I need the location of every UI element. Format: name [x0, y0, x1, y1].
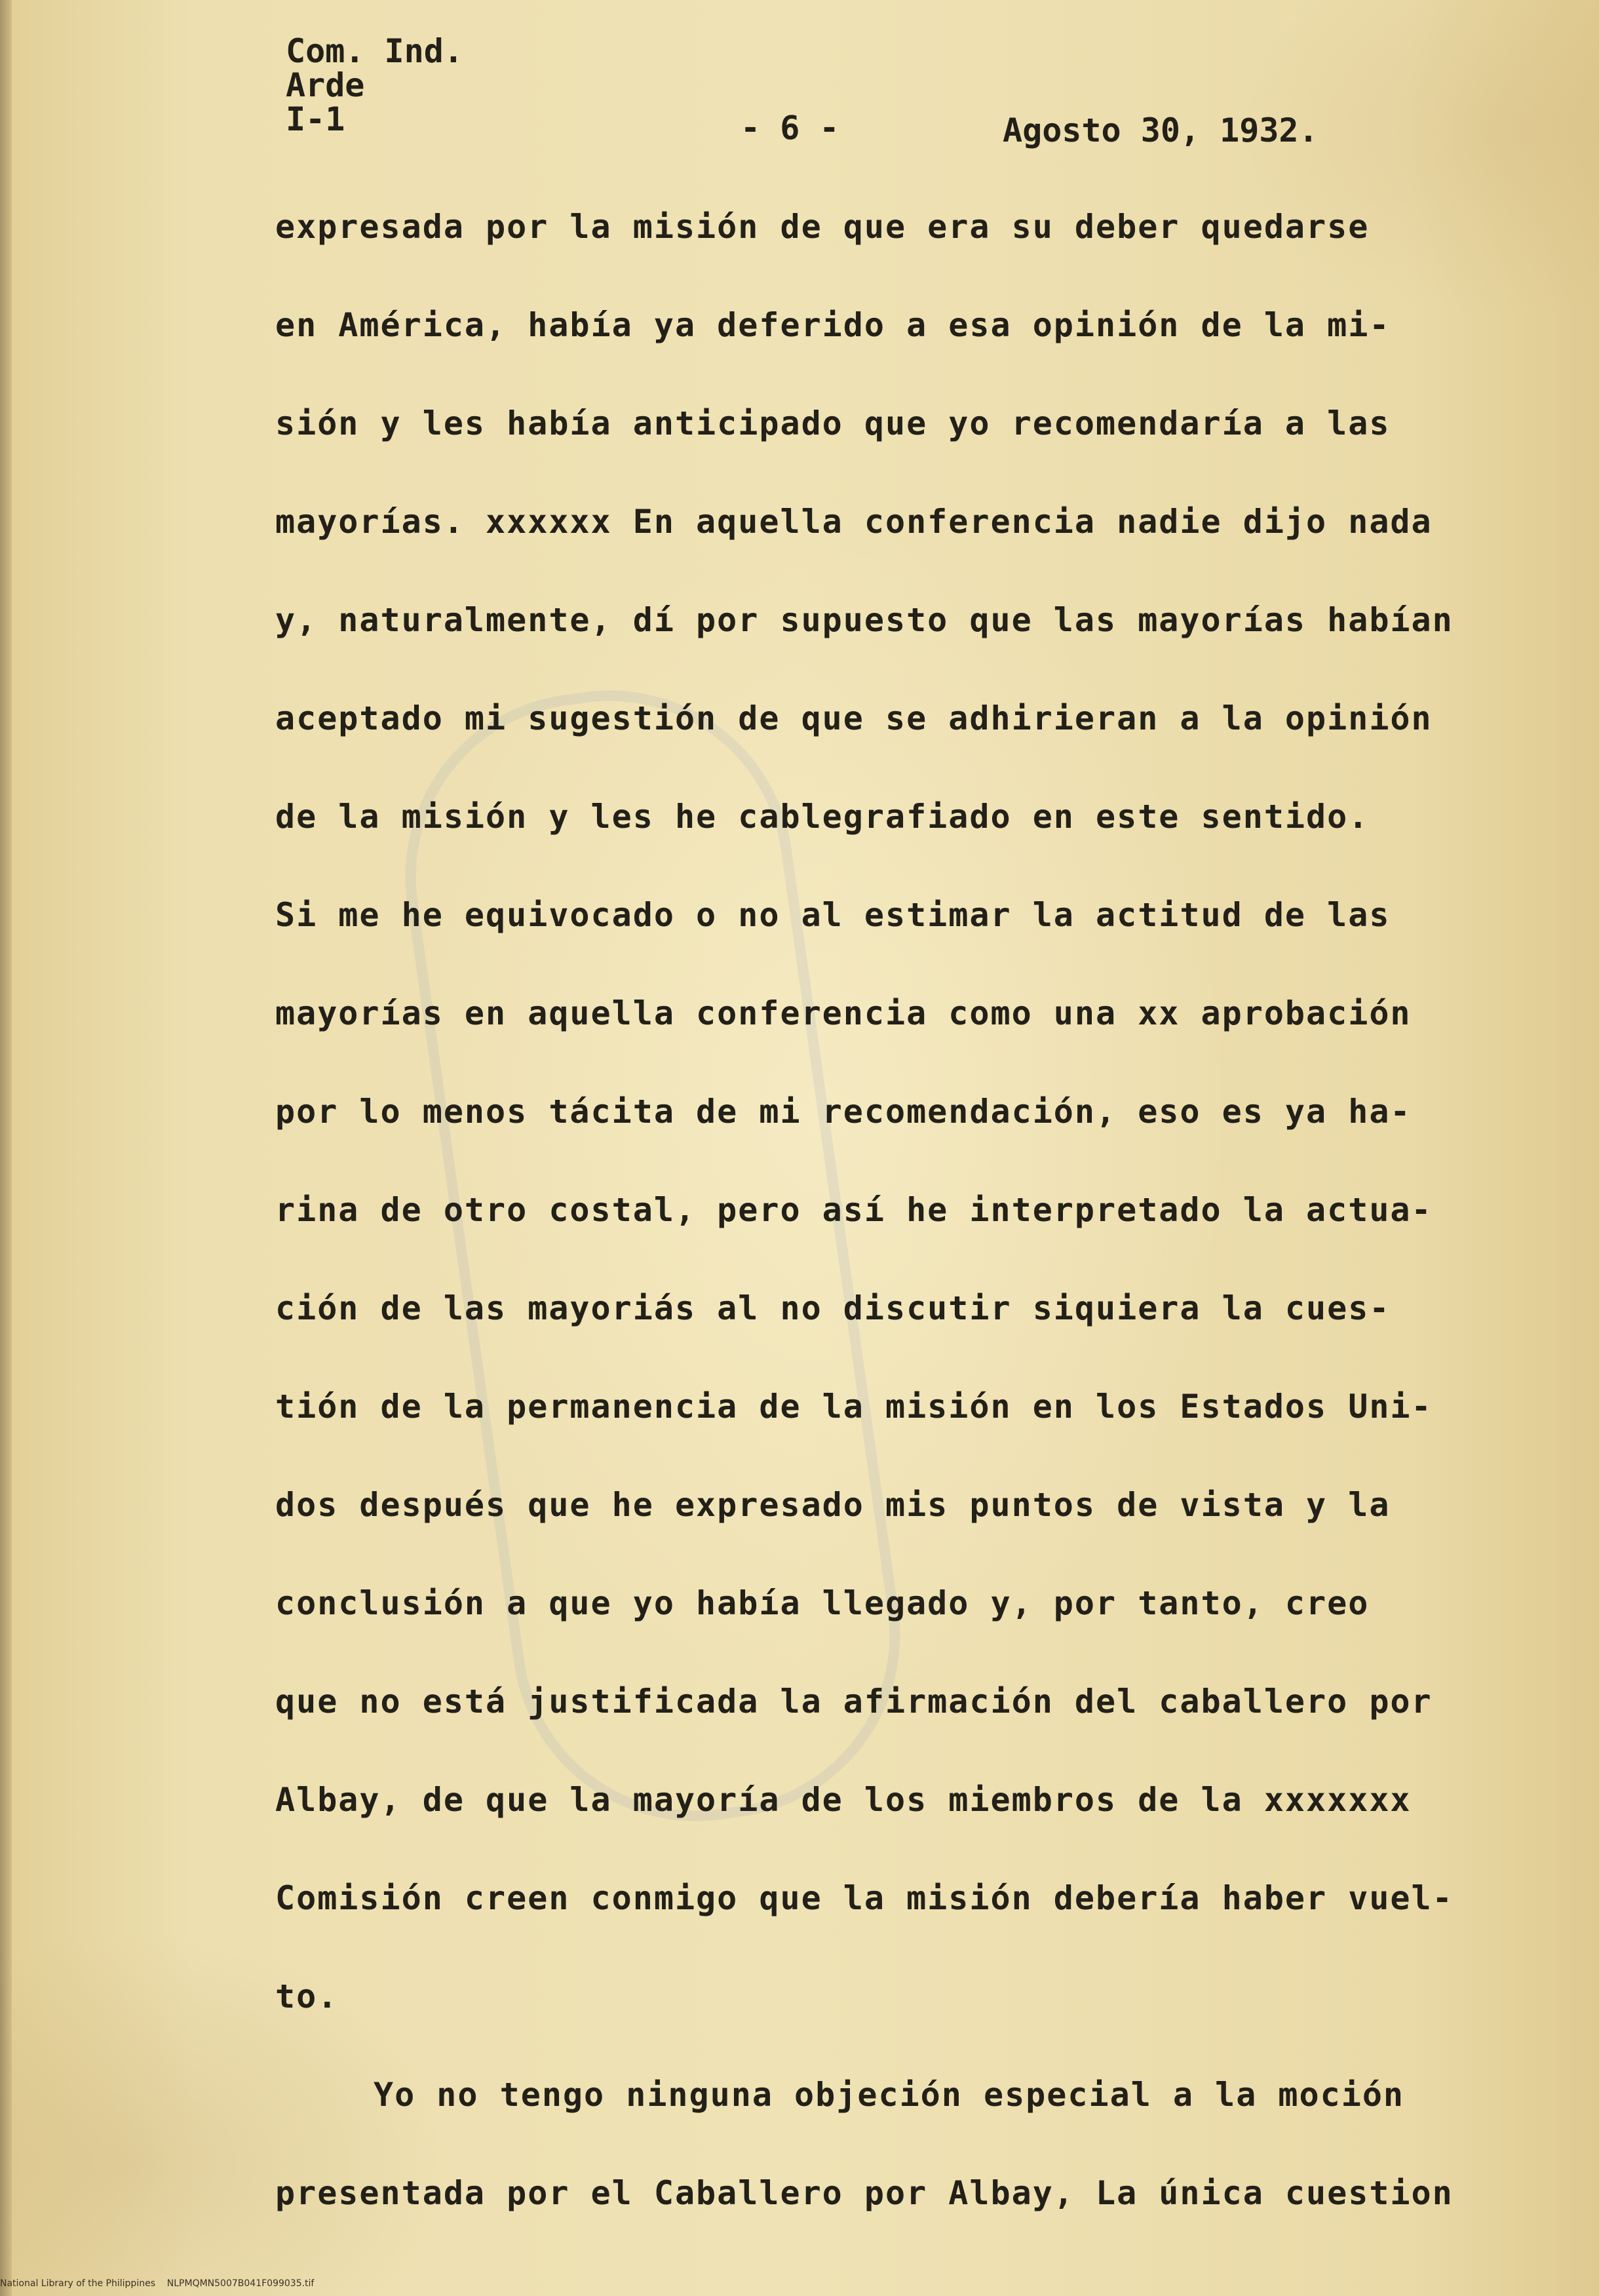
header-line-1: Com. Ind.: [286, 32, 463, 70]
text-line: en América, había ya deferido a esa opinión de la mi-: [275, 306, 1391, 344]
text-line: Yo no tengo ninguna objeción especial a la moción: [374, 2076, 1405, 2114]
text-line: Si me he equivocado o no al estimar la actitud de las: [275, 896, 1391, 934]
text-line: to.: [275, 1977, 339, 2015]
body-text: [275, 203, 1454, 2268]
text-line: mayorías en aquella conferencia como una xx aprobación: [275, 994, 1412, 1032]
text-line: Albay, de que la mayoría de los miembros de la xxxxxxx: [275, 1781, 1412, 1819]
text-line: aceptado mi sugestión de que se adhirieran a la opinión: [275, 699, 1433, 737]
text-line: Comisión creen conmigo que la misión debería haber vuel-: [275, 1879, 1454, 1917]
text-line: dos después que he expresado mis puntos de vista y la: [275, 1486, 1391, 1524]
text-line: sión y les había anticipado que yo recomendaría a las: [275, 404, 1391, 442]
text-line: conclusión a que yo había llegado y, por tanto, creo: [275, 1584, 1370, 1622]
text-line: expresada por la misión de que era su deber quedarse: [275, 208, 1370, 246]
text-line: tión de la permanencia de la misión en los Estados Uni-: [275, 1388, 1433, 1426]
document-header: [286, 34, 463, 136]
text-line: de la misión y les he cablegrafiado en este sentido.: [275, 798, 1370, 836]
page-edge-shadow: [0, 0, 12, 2296]
archive-footer: National Library of the Philippines NLPMQMN5007B041F099035.tif: [0, 2278, 315, 2289]
text-line: ción de las mayoriás al no discutir siquiera la cues-: [275, 1289, 1391, 1327]
header-line-3: I-1: [286, 100, 345, 138]
text-line: y, naturalmente, dí por supuesto que las mayorías habían: [275, 601, 1454, 639]
text-line: presentada por el Caballero por Albay, La única cuestion: [275, 2174, 1454, 2212]
text-line: por lo menos tácita de mi recomendación, eso es ya ha-: [275, 1093, 1412, 1131]
document-date: Agosto 30, 1932.: [1003, 111, 1319, 149]
text-line: mayorías. xxxxxx En aquella conferencia nadie dijo nada: [275, 503, 1433, 541]
page-number: - 6 -: [741, 109, 839, 147]
text-line: rina de otro costal, pero así he interpretado la actua-: [275, 1191, 1433, 1229]
text-line: que no está justificada la afirmación del caballero por: [275, 1683, 1433, 1721]
header-line-2: Arde: [286, 66, 365, 104]
